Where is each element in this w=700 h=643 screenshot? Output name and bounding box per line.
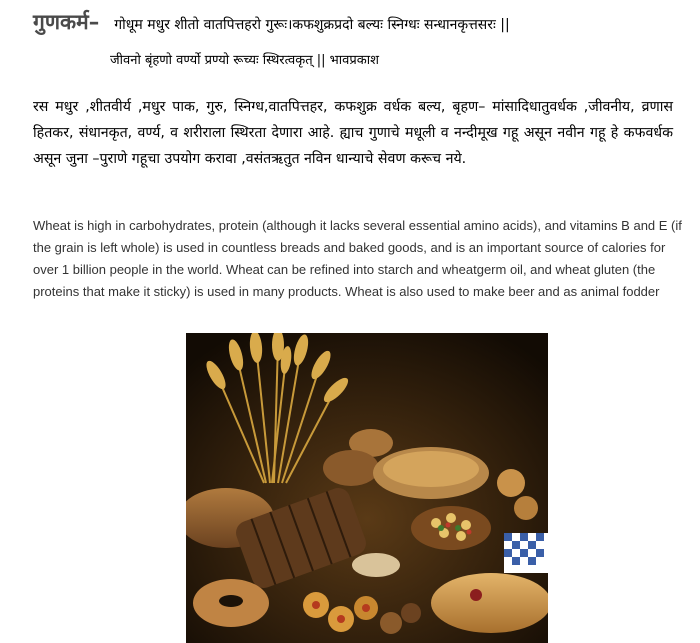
pie <box>431 573 548 633</box>
bagel <box>193 579 269 627</box>
marathi-paragraph: रस मधुर ,शीतवीर्य ,मधुर पाक, गुरु, स्निग्ध,वातपित्तहर, कफशुक्र वर्धक बल्य, बृहण– मांसादिधातुवर्धक ,जीवनीय, व्रणास हितकर, संधानकृत, वर्ण्य, व शरीराला स्थिरता देणारा आहे. ह्याच गुणाचे मधूली व नन्दीमूख गहू असून नवीन गहू हे कफवर्धक असून जुना –पुराणे गहूचा उपयोग करावा ,वसंतऋतुत नविन धान्याचे सेवण करूच नये. <box>33 99 673 167</box>
grain-bowl <box>352 553 400 577</box>
heading-label: गुणकर्म– <box>33 10 100 34</box>
english-paragraph: Wheat is high in carbohydrates, protein (although it lacks several essential amino acids), and vitamins B and E (if the grain is left whole) is used in countless breads and baked goods, and is an important source of calories for over 1 billion people in the world. Wheat can be refined into starch and wheatgerm oil, and wheat gluten (the proteins that make it sticky) is used in many products. Wheat is also used to make beer and as animal fodder <box>33 218 682 299</box>
checkered-cloth <box>504 533 548 573</box>
wheat-foods-illustration <box>186 333 548 643</box>
pasta-dish <box>411 506 491 550</box>
pastry <box>497 469 525 497</box>
shloka-line-2: जीवनो बृंहणो वर्ण्यो प्रण्यो रूच्यः स्थिरत्वकृत् || भावप्रकाश <box>110 53 379 68</box>
shloka-line-1: गोधूम मधुर शीतो वातपित्तहरो गुरूः।कफशुक्रप्रदो बल्यः स्निग्धः सन्धानकृत्तसरः || <box>114 17 510 33</box>
wheat-foods-photo <box>186 333 548 643</box>
heading-line <box>33 8 510 36</box>
bread-bun <box>323 450 379 486</box>
